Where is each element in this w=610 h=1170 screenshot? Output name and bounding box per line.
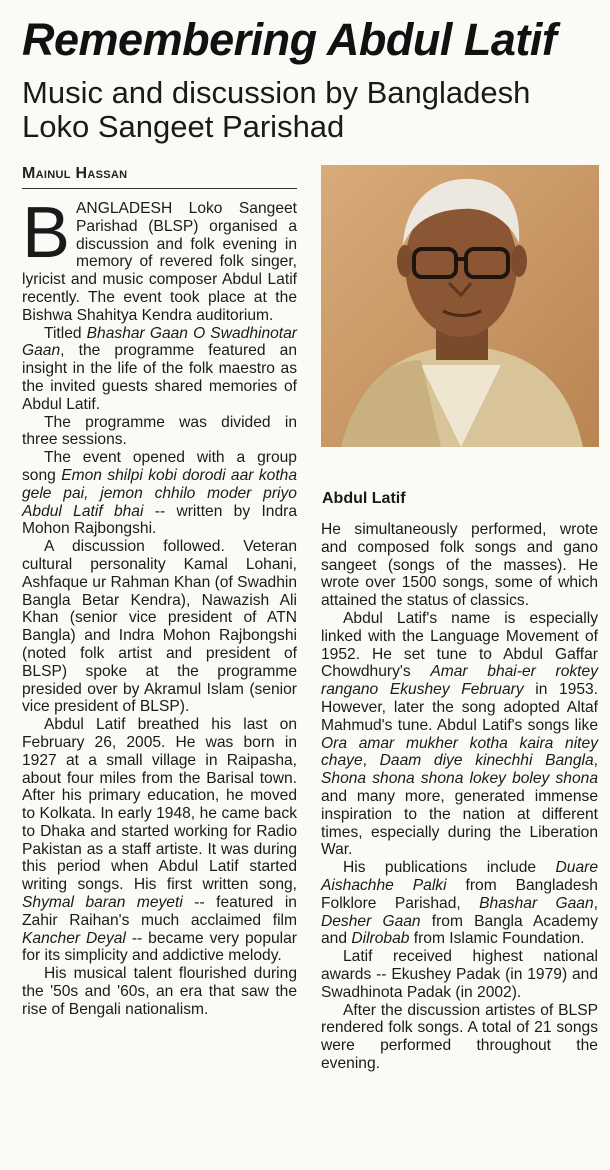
paragraph-language-movement: Abdul Latif's name is especially linked with the Language Movement of 1952. He set tune to Abdul Gaffar Chowdhury's Amar bhai-er roktey rangano Ekushey February in 1953. However, later the song adopted Altaf Mahmud's tune. Abdul Latif's songs like Ora amar mukher kotha kaira nitey chaye, Daam diye kinechhi Bangla, Shona shona shona lokey boley shona and many more, generated immense inspiration to the nation at different times, especially during the Liberation War. xyxy=(321,609,598,859)
song-title: Shymal baran meyeti xyxy=(22,894,183,912)
headline: Remembering Abdul Latif xyxy=(22,14,557,65)
film-title: Kancher Deyal xyxy=(22,929,126,947)
paragraph-publications: His publications include Duare Aishachhe Palki from Bangladesh Folklore Parishad, Bhashar Gaan, Desher Gaan from Bangla Academy and Dilrobab from Islamic Foundation. xyxy=(321,859,598,948)
paragraph-compositions: He simultaneously performed, wrote and composed folk songs and gano sangeet (songs of the masses). He wrote over 1500 songs, some of which attained the status of classics. xyxy=(321,521,598,610)
paragraph-intro: BANGLADESH Loko Sangeet Parishad (BLSP) organised a discussion and folk evening in memory of revered folk singer, lyricist and music composer Abdul Latif recently. The event took place at the Bishwa Shahitya Kendra auditorium. xyxy=(22,193,297,324)
portrait-photo xyxy=(321,165,599,447)
byline-divider xyxy=(22,188,297,189)
byline: Mainul Hassan xyxy=(22,165,128,182)
drop-cap: B xyxy=(22,193,71,273)
book-title: Duare Aishachhe Palki xyxy=(321,859,598,894)
paragraph-closing: After the discussion artistes of BLSP rendered folk songs. A total of 21 songs were performed throughout the evening. xyxy=(321,1001,598,1072)
photo-caption: Abdul Latif xyxy=(322,490,406,507)
book-title: Desher Gaan xyxy=(321,912,421,930)
paragraph-talent: His musical talent flourished during the '50s and '60s, an era that saw the rise of Bengali nationalism. xyxy=(22,965,297,1018)
abdul-latif-portrait-image xyxy=(321,165,599,447)
song-title: Amar bhai-er roktey rangano Ekushey February xyxy=(321,663,598,699)
paragraph-title: Titled Bhashar Gaan O Swadhinotar Gaan, the programme featured an insight in the life of the folk maestro as the invited guests shared memories of Abdul Latif. xyxy=(22,324,297,413)
song-title: Shona shona shona lokey boley shona xyxy=(321,770,598,788)
right-column xyxy=(321,521,598,1073)
book-title: Dilrobab xyxy=(351,930,410,948)
paragraph-sessions: The programme was divided in three sessions. xyxy=(22,413,297,449)
song-title: Emon shilpi kobi dorodi aar kotha gele pai, jemon chhilo moder priyo Abdul Latif bhai xyxy=(22,466,297,520)
paragraph-opening: The event opened with a group song Emon shilpi kobi dorodi aar kotha gele pai, jemon chhilo moder priyo Abdul Latif bhai -- written by Indra Mohon Rajbongshi. xyxy=(22,449,297,538)
paragraph-awards: Latif received highest national awards -- Ekushey Padak (in 1979) and Swadhinota Padak (in 2002). xyxy=(321,948,598,1001)
book-title: Bhashar Gaan xyxy=(479,894,594,912)
left-column xyxy=(22,193,297,1019)
song-title: Ora amar mukher kotha kaira nitey chaye xyxy=(321,734,598,770)
paragraph-biography: Abdul Latif breathed his last on February 26, 2005. He was born in 1927 at a small village in Raipasha, about four miles from the Barisal town. After his primary education, he moved to Kolkata. In early 1948, he came back to Dhaka and started working for Radio Pakistan as a staff artiste. It was during this period when Abdul Latif started writing songs. His first written song, Shymal baran meyeti -- featured in Zahir Raihan's much acclaimed film Kancher Deyal -- became very popular for its simplicity and addictive melody. xyxy=(22,716,297,965)
subheadline: Music and discussion by Bangladesh Loko Sangeet Parishad xyxy=(22,75,531,144)
song-title: Daam diye kinechhi Bangla xyxy=(379,752,594,770)
paragraph-discussion: A discussion followed. Veteran cultural personality Kamal Lohani, Ashfaque ur Rahman Khan (of Swadhin Bangla Betar Kendra), Nawazish Ali Khan (senior vice president of ATN Bangla) and Indra Mohon Rajbongshi (noted folk artist and president of BLSP) spoke at the programme presided over by Akramul Islam (senior vice president of BLSP). xyxy=(22,538,297,716)
programme-title: Bhashar Gaan O Swadhinotar Gaan xyxy=(22,324,297,360)
